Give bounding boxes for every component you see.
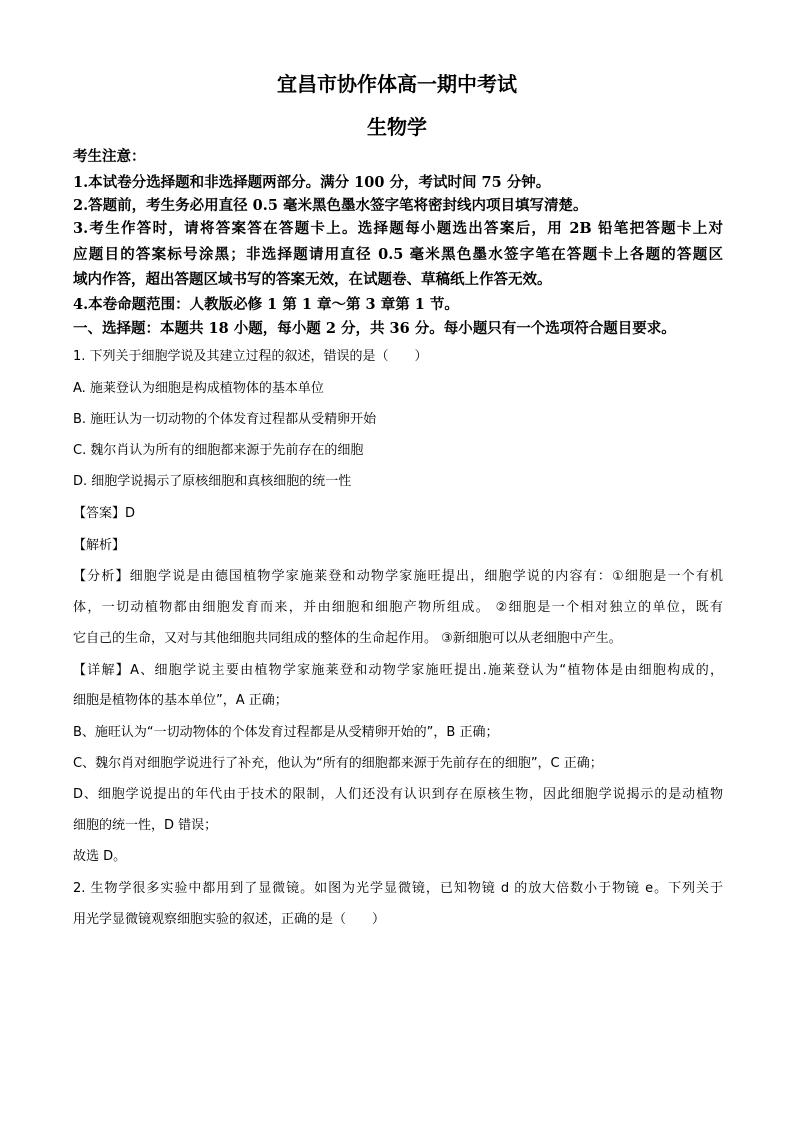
notice-item: 域内作答，超出答题区域书写的答案无效，在试题卷、草稿纸上作答无效。 xyxy=(73,271,552,288)
answer-label: 【答案】D xyxy=(73,506,136,521)
analysis-line: 它自己的生命，又对与其他细胞共同组成的整体的生命起作用。 ③新细胞可以从老细胞中产生。 xyxy=(73,631,622,646)
analysis-line: 体，一切动植物都由细胞发育而来，并由细胞和细胞产物所组成。 ②细胞是一个相对独立的单位，既有 xyxy=(73,600,723,615)
question-stem: 1. 下列关于细胞学说及其建立过程的叙述，错误的是（ ） xyxy=(73,349,428,364)
analysis-line: 故选 D。 xyxy=(73,849,127,864)
analysis-label: 【解析】 xyxy=(73,538,126,553)
analysis-line: 【详解】A、细胞学说主要由植物学家施莱登和动物学家施旺提出.施莱登认为“植物体是由细胞构成的， xyxy=(73,663,723,678)
analysis-line: 细胞是植物体的基本单位”，A 正确； xyxy=(73,693,288,708)
question-stem: 2. 生物学很多实验中都用到了显微镜。如图为光学显微镜，已知物镜 d 的放大倍数小于物镜 e。下列关于 xyxy=(73,881,723,896)
subject-title: 生物学 xyxy=(367,115,427,139)
analysis-line: B、施旺认为“一切动物体的个体发育过程都是从受精卵开始的”，B 正确； xyxy=(73,725,499,740)
option-a: A. 施莱登认为细胞是构成植物体的基本单位 xyxy=(73,381,324,396)
analysis-line: C、魏尔肖对细胞学说进行了补充，他认为“所有的细胞都来源于先前存在的细胞”，C 正确； xyxy=(73,756,603,771)
notice-heading: 考生注意： xyxy=(73,148,146,165)
notice-item: 1.本试卷分选择题和非选择题两部分。满分 100 分，考试时间 75 分钟。 xyxy=(73,174,551,191)
notice-item: 3.考生作答时，请将答案答在答题卡上。选择题每小题选出答案后，用 2B 铅笔把答题卡上对 xyxy=(73,220,723,237)
section-heading: 一、选择题：本题共 18 小题，每小题 2 分，共 36 分。每小题只有一个选项符合题目要求。 xyxy=(73,320,676,337)
question-stem: 用光学显微镜观察细胞实验的叙述，正确的是（ ） xyxy=(73,912,386,927)
exam-title: 宜昌市协作体高一期中考试 xyxy=(277,72,517,96)
analysis-line: D、细胞学说提出的年代由于技术的限制，人们还没有认识到存在原核生物，因此细胞学说揭示的是动植物 xyxy=(73,787,723,802)
notice-item: 2.答题前，考生务必用直径 0.5 毫米黑色墨水签字笔将密封线内项目填写清楚。 xyxy=(73,197,588,214)
notice-item: 应题目的答案标号涂黑；非选择题请用直径 0.5 毫米黑色墨水签字笔在答题卡上各题的答题区 xyxy=(73,246,723,263)
option-b: B. 施旺认为一切动物的个体发育过程都从受精卵开始 xyxy=(73,412,377,427)
analysis-line: 细胞的统一性，D 错误； xyxy=(73,818,218,833)
option-d: D. 细胞学说揭示了原核细胞和真核细胞的统一性 xyxy=(73,474,352,489)
option-c: C. 魏尔肖认为所有的细胞都来源于先前存在的细胞 xyxy=(73,443,364,458)
notice-item: 4.本卷命题范围：人教版必修 1 第 1 章～第 3 章第 1 节。 xyxy=(73,296,459,313)
analysis-line: 【分析】细胞学说是由德国植物学家施莱登和动物学家施旺提出，细胞学说的内容有：①细胞是一个有机 xyxy=(73,569,723,584)
